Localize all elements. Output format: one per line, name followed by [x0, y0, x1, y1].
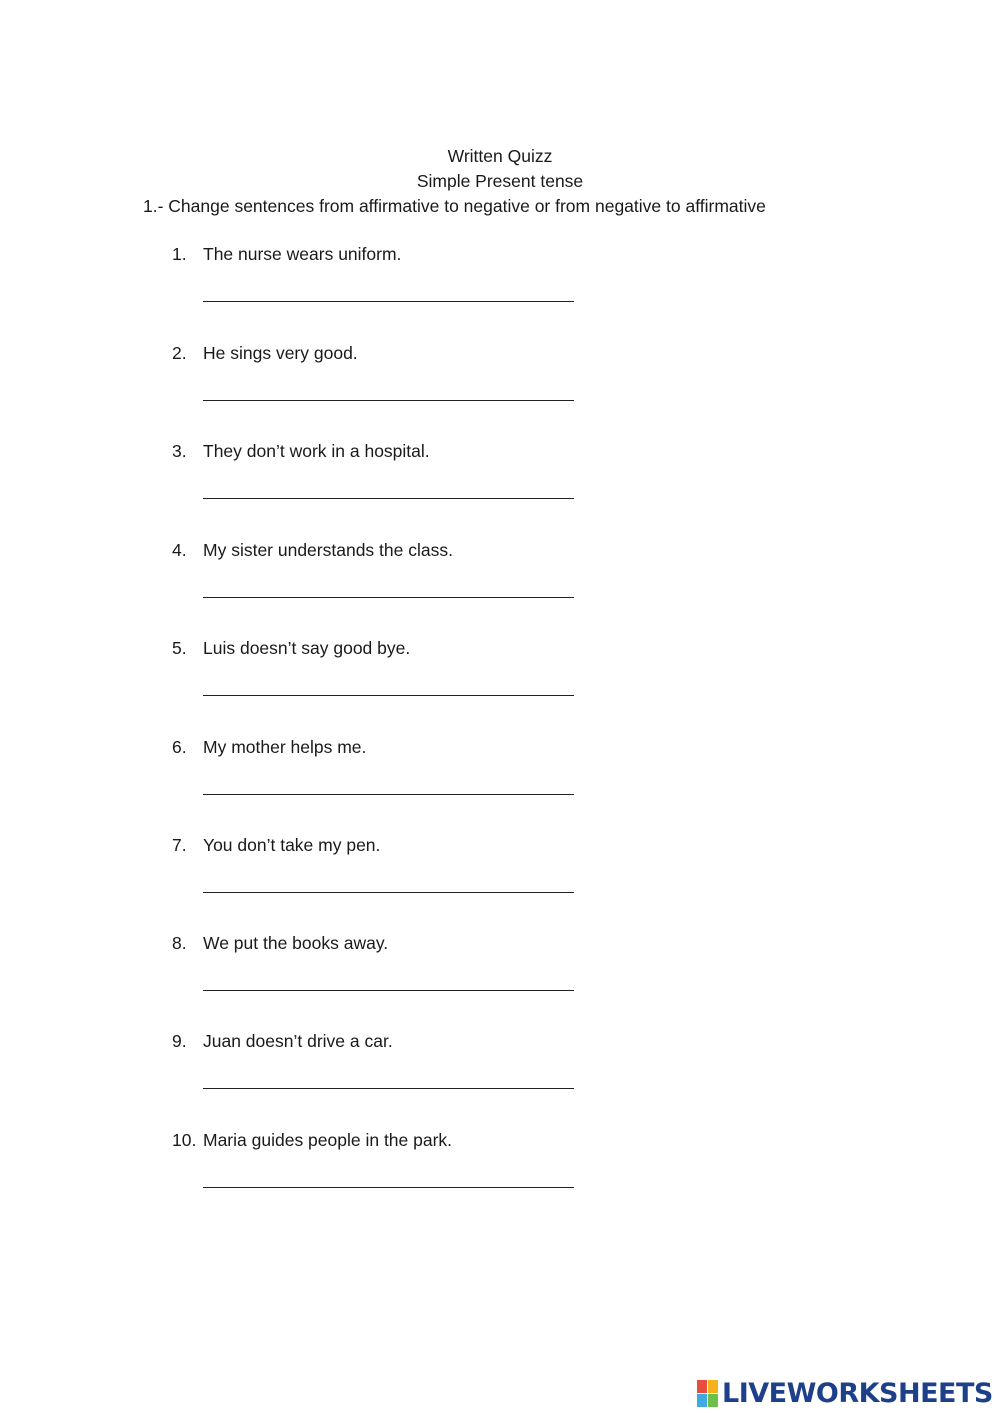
logo-square-yellow [708, 1380, 718, 1393]
question-number: 9. [172, 1031, 187, 1051]
question-text: My mother helps me. [203, 737, 367, 757]
question-number: 3. [172, 441, 187, 461]
instruction-text: 1.- Change sentences from affirmative to negative or from negative to affirmative [143, 196, 766, 216]
answer-line[interactable] [203, 794, 574, 795]
question-number: 10. [172, 1130, 197, 1150]
question-text: The nurse wears uniform. [203, 244, 402, 264]
question-item [0, 834, 1000, 914]
answer-line[interactable] [203, 597, 574, 598]
logo-badge-icon [697, 1380, 719, 1408]
page-title: Written Quizz [447, 146, 553, 166]
answer-line[interactable] [203, 498, 574, 499]
question-text: You don’t take my pen. [203, 835, 381, 855]
answer-line[interactable] [203, 1187, 574, 1188]
question-text: We put the books away. [203, 933, 389, 953]
question-text: Luis doesn’t say good bye. [203, 638, 411, 658]
question-number: 8. [172, 933, 187, 953]
logo-square-red [697, 1380, 707, 1393]
logo-square-blue [697, 1394, 707, 1407]
answer-line[interactable] [203, 892, 574, 893]
answer-line[interactable] [203, 1088, 574, 1089]
question-number: 7. [172, 835, 187, 855]
page-subtitle: Simple Present tense [416, 171, 584, 191]
question-item [0, 440, 1000, 520]
answer-line[interactable] [203, 695, 574, 696]
question-item [0, 1129, 1000, 1209]
question-text: They don’t work in a hospital. [203, 441, 430, 461]
question-text: My sister understands the class. [203, 540, 453, 560]
question-number: 4. [172, 540, 187, 560]
answer-line[interactable] [203, 301, 574, 302]
logo-text: LIVEWORKSHEETS [722, 1378, 993, 1409]
question-item [0, 736, 1000, 816]
question-item [0, 539, 1000, 619]
question-text: Maria guides people in the park. [203, 1130, 453, 1150]
question-item [0, 243, 1000, 323]
question-number: 1. [172, 244, 187, 264]
question-item [0, 637, 1000, 717]
liveworksheets-logo[interactable] [697, 1378, 993, 1410]
answer-line[interactable] [203, 400, 574, 401]
question-text: Juan doesn’t drive a car. [203, 1031, 393, 1051]
question-item [0, 932, 1000, 1012]
logo-square-green [708, 1394, 718, 1407]
question-text: He sings very good. [203, 343, 358, 363]
question-number: 2. [172, 343, 187, 363]
question-item [0, 1030, 1000, 1110]
question-number: 5. [172, 638, 187, 658]
question-item [0, 342, 1000, 422]
question-number: 6. [172, 737, 187, 757]
answer-line[interactable] [203, 990, 574, 991]
